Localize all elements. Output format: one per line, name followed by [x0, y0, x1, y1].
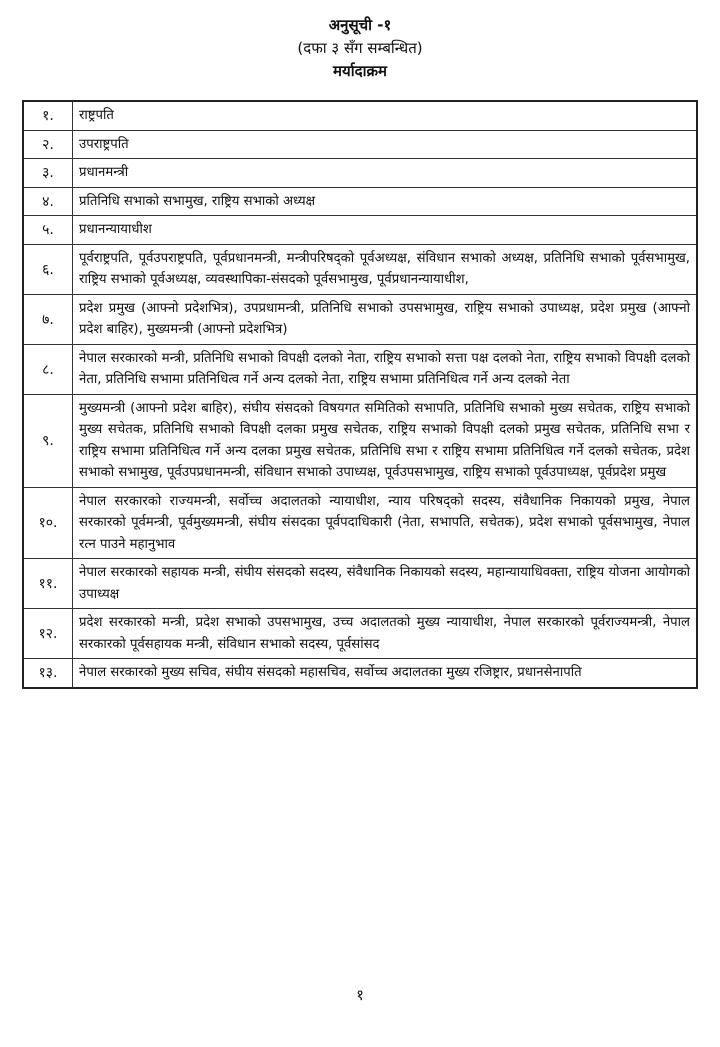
office-holders: नेपाल सरकारको मन्त्री, प्रतिनिधि सभाको विपक्षी दलको नेता, राष्ट्रिय सभाको सत्ता पक्ष दलको नेता, राष्ट्रिय सभाको विपक्षी दलको नेता, प्रतिनिधि सभामा प्रतिनिधित्व गर्ने अन्य दलको नेता, राष्ट्रिय सभामा प्रतिनिधित्व गर्ने अन्य दलको नेता [73, 344, 698, 394]
rank-number: १३. [23, 659, 73, 688]
office-holders: प्रधानमन्त्री [73, 159, 698, 188]
rank-number: ५. [23, 216, 73, 245]
office-holders: राष्ट्रपति [73, 101, 698, 130]
page-number: १ [356, 986, 364, 1004]
rank-number: १२. [23, 609, 73, 659]
table-row [23, 159, 697, 188]
office-holders: नेपाल सरकारको सहायक मन्त्री, संघीय संसदको सदस्य, संवैधानिक निकायको सदस्य, महान्यायाधिवक्ता, राष्ट्रिय योजना आयोगको उपाध्यक्ष [73, 559, 698, 609]
rank-number: ७. [23, 294, 73, 344]
table-row [23, 344, 697, 394]
table-row [23, 216, 697, 245]
rank-number: ८. [23, 344, 73, 394]
table-row [23, 101, 697, 130]
rank-number: ४. [23, 187, 73, 216]
table-row [23, 559, 697, 609]
rank-number: ३. [23, 159, 73, 188]
document-header [0, 14, 720, 83]
table-row [23, 487, 697, 559]
rank-number: १०. [23, 487, 73, 559]
precedence-heading: मर्यादाक्रम [333, 62, 387, 80]
table-row [23, 294, 697, 344]
office-holders: उपराष्ट्रपति [73, 130, 698, 159]
office-holders: पूर्वराष्ट्रपति, पूर्वउपराष्ट्रपति, पूर्वप्रधानमन्त्री, मन्त्रीपरिषद्को पूर्वअध्यक्ष, संविधान सभाको अध्यक्ष, प्रतिनिधि सभाको पूर्वसभामुख, राष्ट्रिय सभाको पूर्वअध्यक्ष, व्यवस्थापिका-संसदको पूर्वसभामुख, पूर्वप्रधानन्यायाधीश, [73, 244, 698, 294]
table-row [23, 187, 697, 216]
table-row [23, 609, 697, 659]
rank-number: १. [23, 101, 73, 130]
rank-number: २. [23, 130, 73, 159]
table-row [23, 394, 697, 487]
office-holders: प्रदेश सरकारको मन्त्री, प्रदेश सभाको उपसभामुख, उच्च अदालतको मुख्य न्यायाधीश, नेपाल सरकारको पूर्वराज्यमन्त्री, नेपाल सरकारको पूर्वसहायक मन्त्री, संविधान सभाको सदस्य, पूर्वसांसद [73, 609, 698, 659]
office-holders: नेपाल सरकारको मुख्य सचिव, संघीय संसदको महासचिव, सर्वोच्च अदालतका मुख्य रजिष्ट्रार, प्रधानसेनापति [73, 659, 698, 688]
table-row [23, 130, 697, 159]
office-holders: प्रधानन्यायाधीश [73, 216, 698, 245]
office-holders: प्रदेश प्रमुख (आफ्नो प्रदेशभित्र), उपप्रधामन्त्री, प्रतिनिधि सभाको उपसभामुख, राष्ट्रिय सभाको उपाध्यक्ष, प्रदेश प्रमुख (आफ्नो प्रदेश बाहिर), मुख्यमन्त्री (आफ्नो प्रदेशभित्र) [73, 294, 698, 344]
office-holders: मुख्यमन्त्री (आफ्नो प्रदेश बाहिर), संघीय संसदको विषयगत समितिको सभापति, प्रतिनिधि सभाको मुख्य सचेतक, राष्ट्रिय सभाको मुख्य सचेतक, प्रतिनिधि सभाको विपक्षी दलका प्रमुख सचेतक, राष्ट्रिय सभाको विपक्षी दलको प्रमुख सचेतक, प्रतिनिधि सभा र राष्ट्रिय सभामा प्रतिनिधित्व गर्ने अन्य दलका प्रमुख सचेतक, प्रतिनिधि सभा र राष्ट्रिय सभामा प्रतिनिधित्व गर्ने दलको सचेतक, प्रदेश सभाको सभामुख, पूर्वउपप्रधानमन्त्री, संविधान सभाको उपाध्यक्ष, पूर्वउपसभामुख, राष्ट्रिय सभाको पूर्वउपाध्यक्ष, पूर्वप्रदेश प्रमुख [73, 394, 698, 487]
precedence-table-body [23, 101, 697, 688]
precedence-table [22, 100, 698, 689]
schedule-title: अनुसूची -१ [328, 16, 392, 34]
section-reference: (दफा ३ सँग सम्बन्धित) [297, 39, 423, 57]
rank-number: ११. [23, 559, 73, 609]
office-holders: नेपाल सरकारको राज्यमन्त्री, सर्वोच्च अदालतको न्यायाधीश, न्याय परिषद्को सदस्य, संवैधानिक निकायको प्रमुख, नेपाल सरकारको पूर्वमन्त्री, पूर्वमुख्यमन्त्री, संघीय संसदका पूर्वपदाधिकारी (नेता, सभापति, सचेतक), प्रदेश सभाको पूर्वसभामुख, नेपाल रत्न पाउने महानुभाव [73, 487, 698, 559]
rank-number: ९. [23, 394, 73, 487]
table-row [23, 659, 697, 688]
office-holders: प्रतिनिधि सभाको सभामुख, राष्ट्रिय सभाको अध्यक्ष [73, 187, 698, 216]
rank-number: ६. [23, 244, 73, 294]
table-row [23, 244, 697, 294]
